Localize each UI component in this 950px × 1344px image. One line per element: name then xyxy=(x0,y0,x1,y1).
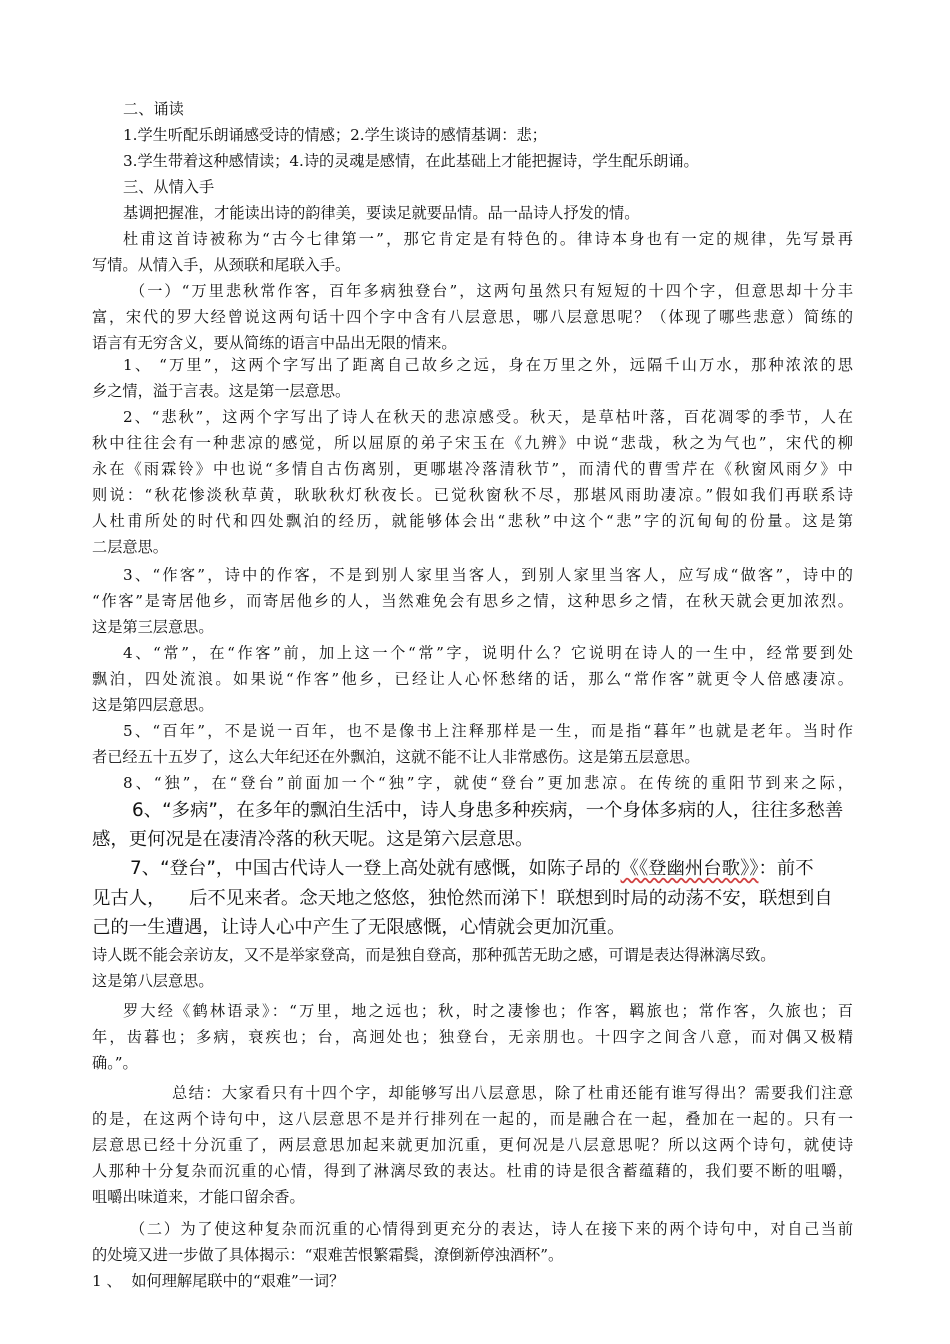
text-line: 确。”。 xyxy=(92,1054,138,1072)
text-line: 这是第三层意思。 xyxy=(92,618,214,636)
text-line: 这是第八层意思。 xyxy=(92,972,214,990)
point-four: 4、“常”，在“作客”前，加上这一个“常”字，说明什么？它说明在诗人的一生中，经常要到处 xyxy=(123,644,853,662)
point-seven-tail: ：前不 xyxy=(758,858,814,879)
luo-dajing-quote: 罗大经《鹤林语录》：“万里，地之远也；秋，时之凄惨也；作客，羁旅也；常作客，久旅也；百 xyxy=(123,1002,853,1020)
text-line-large: 见古人， 后不见来者。念天地之悠悠，独怆然而涕下！联想到时局的动荡不安，联想到自 xyxy=(92,888,833,909)
point-seven xyxy=(130,857,814,881)
section-one-intro: （一）“万里悲秋常作客，百年多病独登台”，这两句虽然只有短短的十四个字，但意思却十分丰 xyxy=(130,282,853,300)
text-line: 杜甫这首诗被称为“古今七律第一”，那它肯定是有特色的。律诗本身也有一定的规律，先写景再 xyxy=(123,230,853,248)
text-line: 飘泊，四处流浪。如果说“作客”他乡，已经让人心怀愁绪的话，那么“常作客”就更令人倍感凄凉。 xyxy=(92,670,853,688)
text-line: 人杜甫所处的时代和四处飘泊的经历，就能够体会出“悲秋”中这个“悲”字的沉甸甸的份量。这是第 xyxy=(92,512,853,530)
text-line: 咀嚼出味道来，才能口留余香。 xyxy=(92,1188,305,1206)
text-line-large: 感，更何况是在凄清冷落的秋天呢。这是第六层意思。 xyxy=(92,829,534,850)
text-line: 者已经五十五岁了，这么大年纪还在外飘泊，这就不能不让人非常感伤。这是第五层意思。 xyxy=(92,748,700,766)
text-line: 1.学生听配乐朗诵感受诗的情感；2.学生谈诗的感情基调：悲； xyxy=(123,126,547,144)
text-line: 的处境又进一步做了具体揭示：“艰难苦恨繁霜鬓，潦倒新停浊酒杯”。 xyxy=(92,1246,564,1264)
text-line: 则说：“秋花惨淡秋草黄，耿耿秋灯秋夜长。已觉秋窗秋不尽，那堪风雨助凄凉。”假如我们再联系诗 xyxy=(92,486,853,504)
text-line: 永在《雨霖铃》中也说“多情自古伤离别，更哪堪冷落清秋节”，而清代的曹雪芹在《秋窗风雨夕》中 xyxy=(92,460,853,478)
poem-title-link: 《《登幽州台歌》》 xyxy=(620,858,759,879)
point-two: 2、“悲秋”，这两个字写出了诗人在秋天的悲凉感受。秋天，是草枯叶落，百花凋零的季节，人在 xyxy=(123,408,853,426)
text-line: 层意思已经十分沉重了，两层意思加起来就更加沉重，更何况是八层意思呢？所以这两个诗句，就使诗 xyxy=(92,1136,853,1154)
text-line: 3.学生带着这种感情读；4.诗的灵魂是感情，在此基础上才能把握诗，学生配乐朗诵。 xyxy=(123,152,699,170)
text-line: 人那种十分复杂而沉重的心情，得到了淋漓尽致的表达。杜甫的诗是很含蓄蕴藉的，我们要不断的咀嚼， xyxy=(92,1162,853,1180)
text-line: 基调把握准，才能读出诗的韵律美，要读足就要品情。品一品诗人抒发的情。 xyxy=(123,204,640,222)
text-line: 写情。从情入手，从颈联和尾联入手。 xyxy=(92,256,351,274)
heading-recitation: 二、诵读 xyxy=(123,100,184,118)
point-five: 5、“百年”，不是说一百年，也不是像书上注释那样是一生，而是指“暮年”也就是老年。当时作 xyxy=(123,722,853,740)
point-six: 6、“多病”，在多年的飘泊生活中，诗人身患多种疾病，一个身体多病的人，往往多愁善 xyxy=(132,800,844,821)
point-one: 1、 “万里”，这两个字写出了距离自己故乡之远，身在万里之外，远隔千山万水，那种浓浓的思 xyxy=(123,356,853,374)
text-line: 秋中往往会有一种悲凉的感觉，所以屈原的弟子宋玉在《九辨》中说“悲哉，秋之为气也”，宋代的柳 xyxy=(92,434,853,452)
text-line: 这是第四层意思。 xyxy=(92,696,214,714)
text-line: 语言有无穷含义，要从简练的语言中品出无限的情来。 xyxy=(92,334,457,352)
question-one: 1 、 如何理解尾联中的“艰难”一词？ xyxy=(92,1272,345,1290)
text-line: 富，宋代的罗大经曾说这两句话十四个字中含有八层意思，哪八层意思呢？（体现了哪些悲意）简练的 xyxy=(92,308,853,326)
text-line-large: 己的一生遭遇，让诗人心中产生了无限感慨，心情就会更加沉重。 xyxy=(92,917,626,938)
section-two-intro: （二）为了使这种复杂而沉重的心情得到更充分的表达，诗人在接下来的两个诗句中，对自己当前 xyxy=(130,1220,853,1238)
point-eight: 8、“独”，在“登台”前面加一个“独”字，就使“登台”更加悲凉。在传统的重阳节到来之际， xyxy=(123,774,853,792)
heading-emotion: 三、从情入手 xyxy=(123,178,215,196)
text-line: “作客”是寄居他乡，而寄居他乡的人，当然难免会有思乡之情，这种思乡之情，在秋天就会更加浓烈。 xyxy=(92,592,853,610)
text-line: 二层意思。 xyxy=(92,538,168,556)
text-line: 乡之情，溢于言表。这是第一层意思。 xyxy=(92,382,351,400)
summary-paragraph: 总结：大家看只有十四个字，却能够写出八层意思，除了杜甫还能有谁写得出？需要我们注意 xyxy=(172,1084,853,1102)
text-line: 的是，在这两个诗句中，这八层意思不是并行排列在一起的，而是融合在一起，叠加在一起的。只有一 xyxy=(92,1110,853,1128)
point-three: 3、“作客”，诗中的作客，不是到别人家里当客人，到别人家里当客人，应写成“做客”，诗中的 xyxy=(123,566,853,584)
point-seven-lead: 7、“登台”，中国古代诗人一登上高处就有感慨，如陈子昂的 xyxy=(130,858,621,879)
text-line: 年，齿暮也；多病，衰疾也；台，高迥处也；独登台，无亲朋也。十四字之间含八意，而对偶又极精 xyxy=(92,1028,853,1046)
text-line: 诗人既不能会亲访友，又不是举家登高，而是独自登高，那种孤苦无助之感，可谓是表达得淋漓尽致。 xyxy=(92,946,776,964)
